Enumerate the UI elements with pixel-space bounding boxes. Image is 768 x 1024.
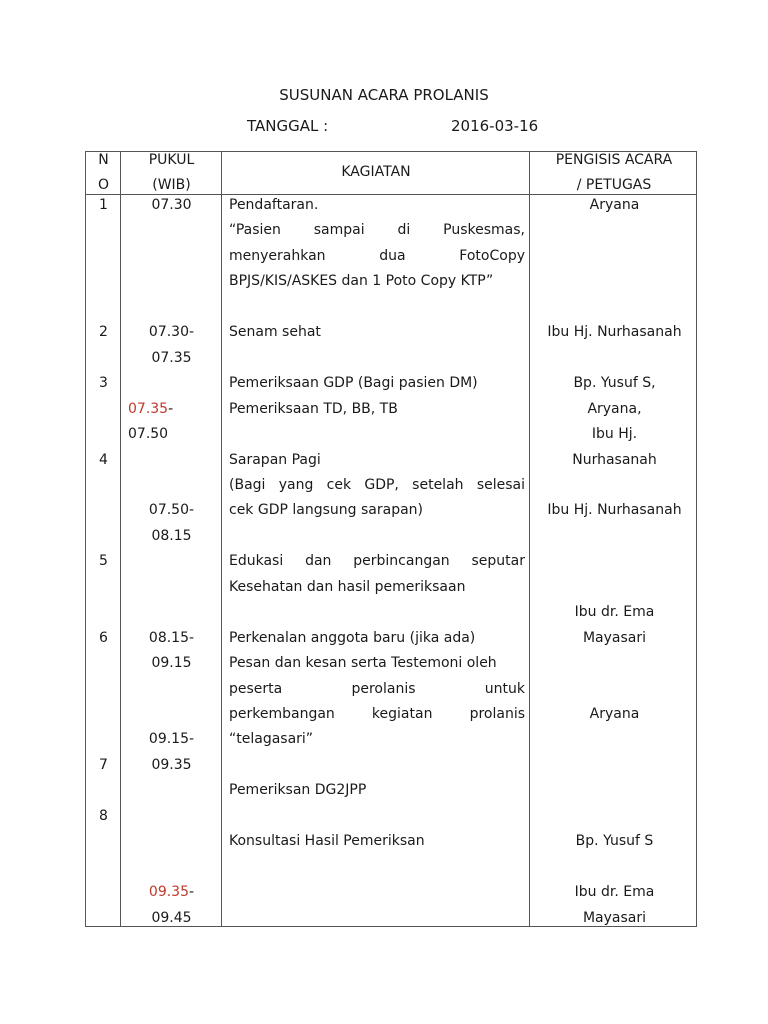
document-title: SUSUNAN ACARA PROLANIS — [279, 86, 489, 104]
officer-name: Aryana — [589, 197, 640, 213]
header-kegiatan: KAGIATAN — [341, 164, 411, 180]
header-no-line2: O — [97, 177, 110, 193]
row-number: 4 — [99, 451, 108, 468]
time-dash: - — [168, 400, 174, 417]
officer-name: Aryana, — [587, 400, 642, 417]
activity-text: perkembangan kegiatan prolanis — [229, 706, 525, 722]
row-number: 1 — [99, 197, 108, 213]
officer-name: Mayasari — [582, 629, 647, 646]
activity-text: Kesehatan dan hasil pemeriksaan — [229, 578, 466, 595]
time-text: 08.15 — [151, 527, 192, 544]
time-text: 09.45 — [151, 909, 192, 926]
activity-text: Pemeriksaan GDP (Bagi pasien DM) — [229, 375, 478, 392]
activity-text: BPJS/KIS/ASKES dan 1 Poto Copy KTP” — [229, 273, 494, 290]
activity-text: Edukasi dan perbincangan seputar — [229, 553, 525, 570]
officer-name: Nurhasanah — [572, 451, 657, 468]
schedule-table — [85, 151, 697, 927]
time-text: 07.50 — [128, 426, 169, 443]
activity-text: peserta perolanis untuk — [229, 680, 525, 697]
time-text: 07.50- — [148, 502, 195, 519]
header-pukul — [121, 148, 222, 198]
activity-text: Pendaftaran. — [229, 197, 319, 213]
header-no-line1: N — [98, 152, 109, 168]
activity-text: “Pasien sampai di Puskesmas, — [229, 222, 525, 239]
officer-name: Ibu dr. Ema — [574, 884, 655, 901]
row-number: 7 — [99, 756, 108, 773]
time-text-highlighted — [128, 397, 222, 422]
activity-text: cek GDP langsung sarapan) — [229, 502, 424, 519]
time-text: 07.35 — [151, 349, 192, 366]
row-number: 3 — [99, 375, 108, 392]
tanggal-value: 2016-03-16 — [451, 117, 539, 135]
row-number: 5 — [99, 553, 108, 570]
time-text: 08.15- — [148, 629, 195, 646]
time-start-highlighted: 09.35 — [148, 884, 190, 901]
header-petugas-line2: / PETUGAS — [576, 177, 652, 193]
time-dash: - — [189, 884, 195, 901]
time-text: 07.30- — [148, 324, 195, 341]
officer-name: Bp. Yusuf S, — [573, 375, 656, 392]
officer-name: Mayasari — [582, 909, 647, 926]
officer-name: Aryana — [589, 706, 640, 722]
officer-name: Ibu Hj. — [591, 426, 638, 443]
activity-text: menyerahkan dua FotoCopy — [229, 247, 525, 264]
header-pukul-line2: (WIB) — [152, 177, 191, 193]
header-pukul-line1: PUKUL — [148, 152, 195, 168]
officer-name: Ibu Hj. Nurhasanah — [547, 502, 682, 519]
activity-text: Pemeriksaan TD, BB, TB — [229, 400, 398, 417]
activity-text: (Bagi yang cek GDP, setelah selesai — [229, 476, 525, 493]
activity-text: Senam sehat — [229, 324, 321, 341]
activity-text: Sarapan Pagi — [229, 451, 321, 468]
header-petugas — [530, 148, 698, 198]
row-number: 8 — [99, 807, 108, 824]
header-petugas-line1: PENGISIS ACARA — [555, 152, 673, 168]
officer-name: Ibu Hj. Nurhasanah — [547, 324, 682, 341]
activity-text: Pemeriksan DG2JPP — [229, 782, 367, 799]
activity-text: Pesan dan kesan serta Testemoni oleh — [229, 655, 497, 672]
time-text: 09.15- — [148, 731, 195, 748]
column-divider — [529, 152, 530, 926]
time-text: 09.35 — [151, 756, 192, 773]
activity-text: Konsultasi Hasil Pemeriksan — [229, 833, 425, 850]
tanggal-label: TANGGAL : — [247, 117, 329, 135]
time-start-highlighted: 07.35 — [128, 400, 169, 417]
header-no — [86, 148, 121, 198]
officer-name: Bp. Yusuf S — [575, 833, 654, 850]
activity-text: “telagasari” — [229, 731, 314, 748]
time-text-highlighted — [121, 880, 222, 905]
time-text: 07.30 — [151, 197, 192, 213]
time-text: 09.15 — [151, 655, 192, 672]
officer-name: Ibu dr. Ema — [574, 604, 655, 621]
row-number: 2 — [99, 324, 108, 341]
row-number: 6 — [99, 629, 108, 646]
activity-text: Perkenalan anggota baru (jika ada) — [229, 629, 476, 646]
